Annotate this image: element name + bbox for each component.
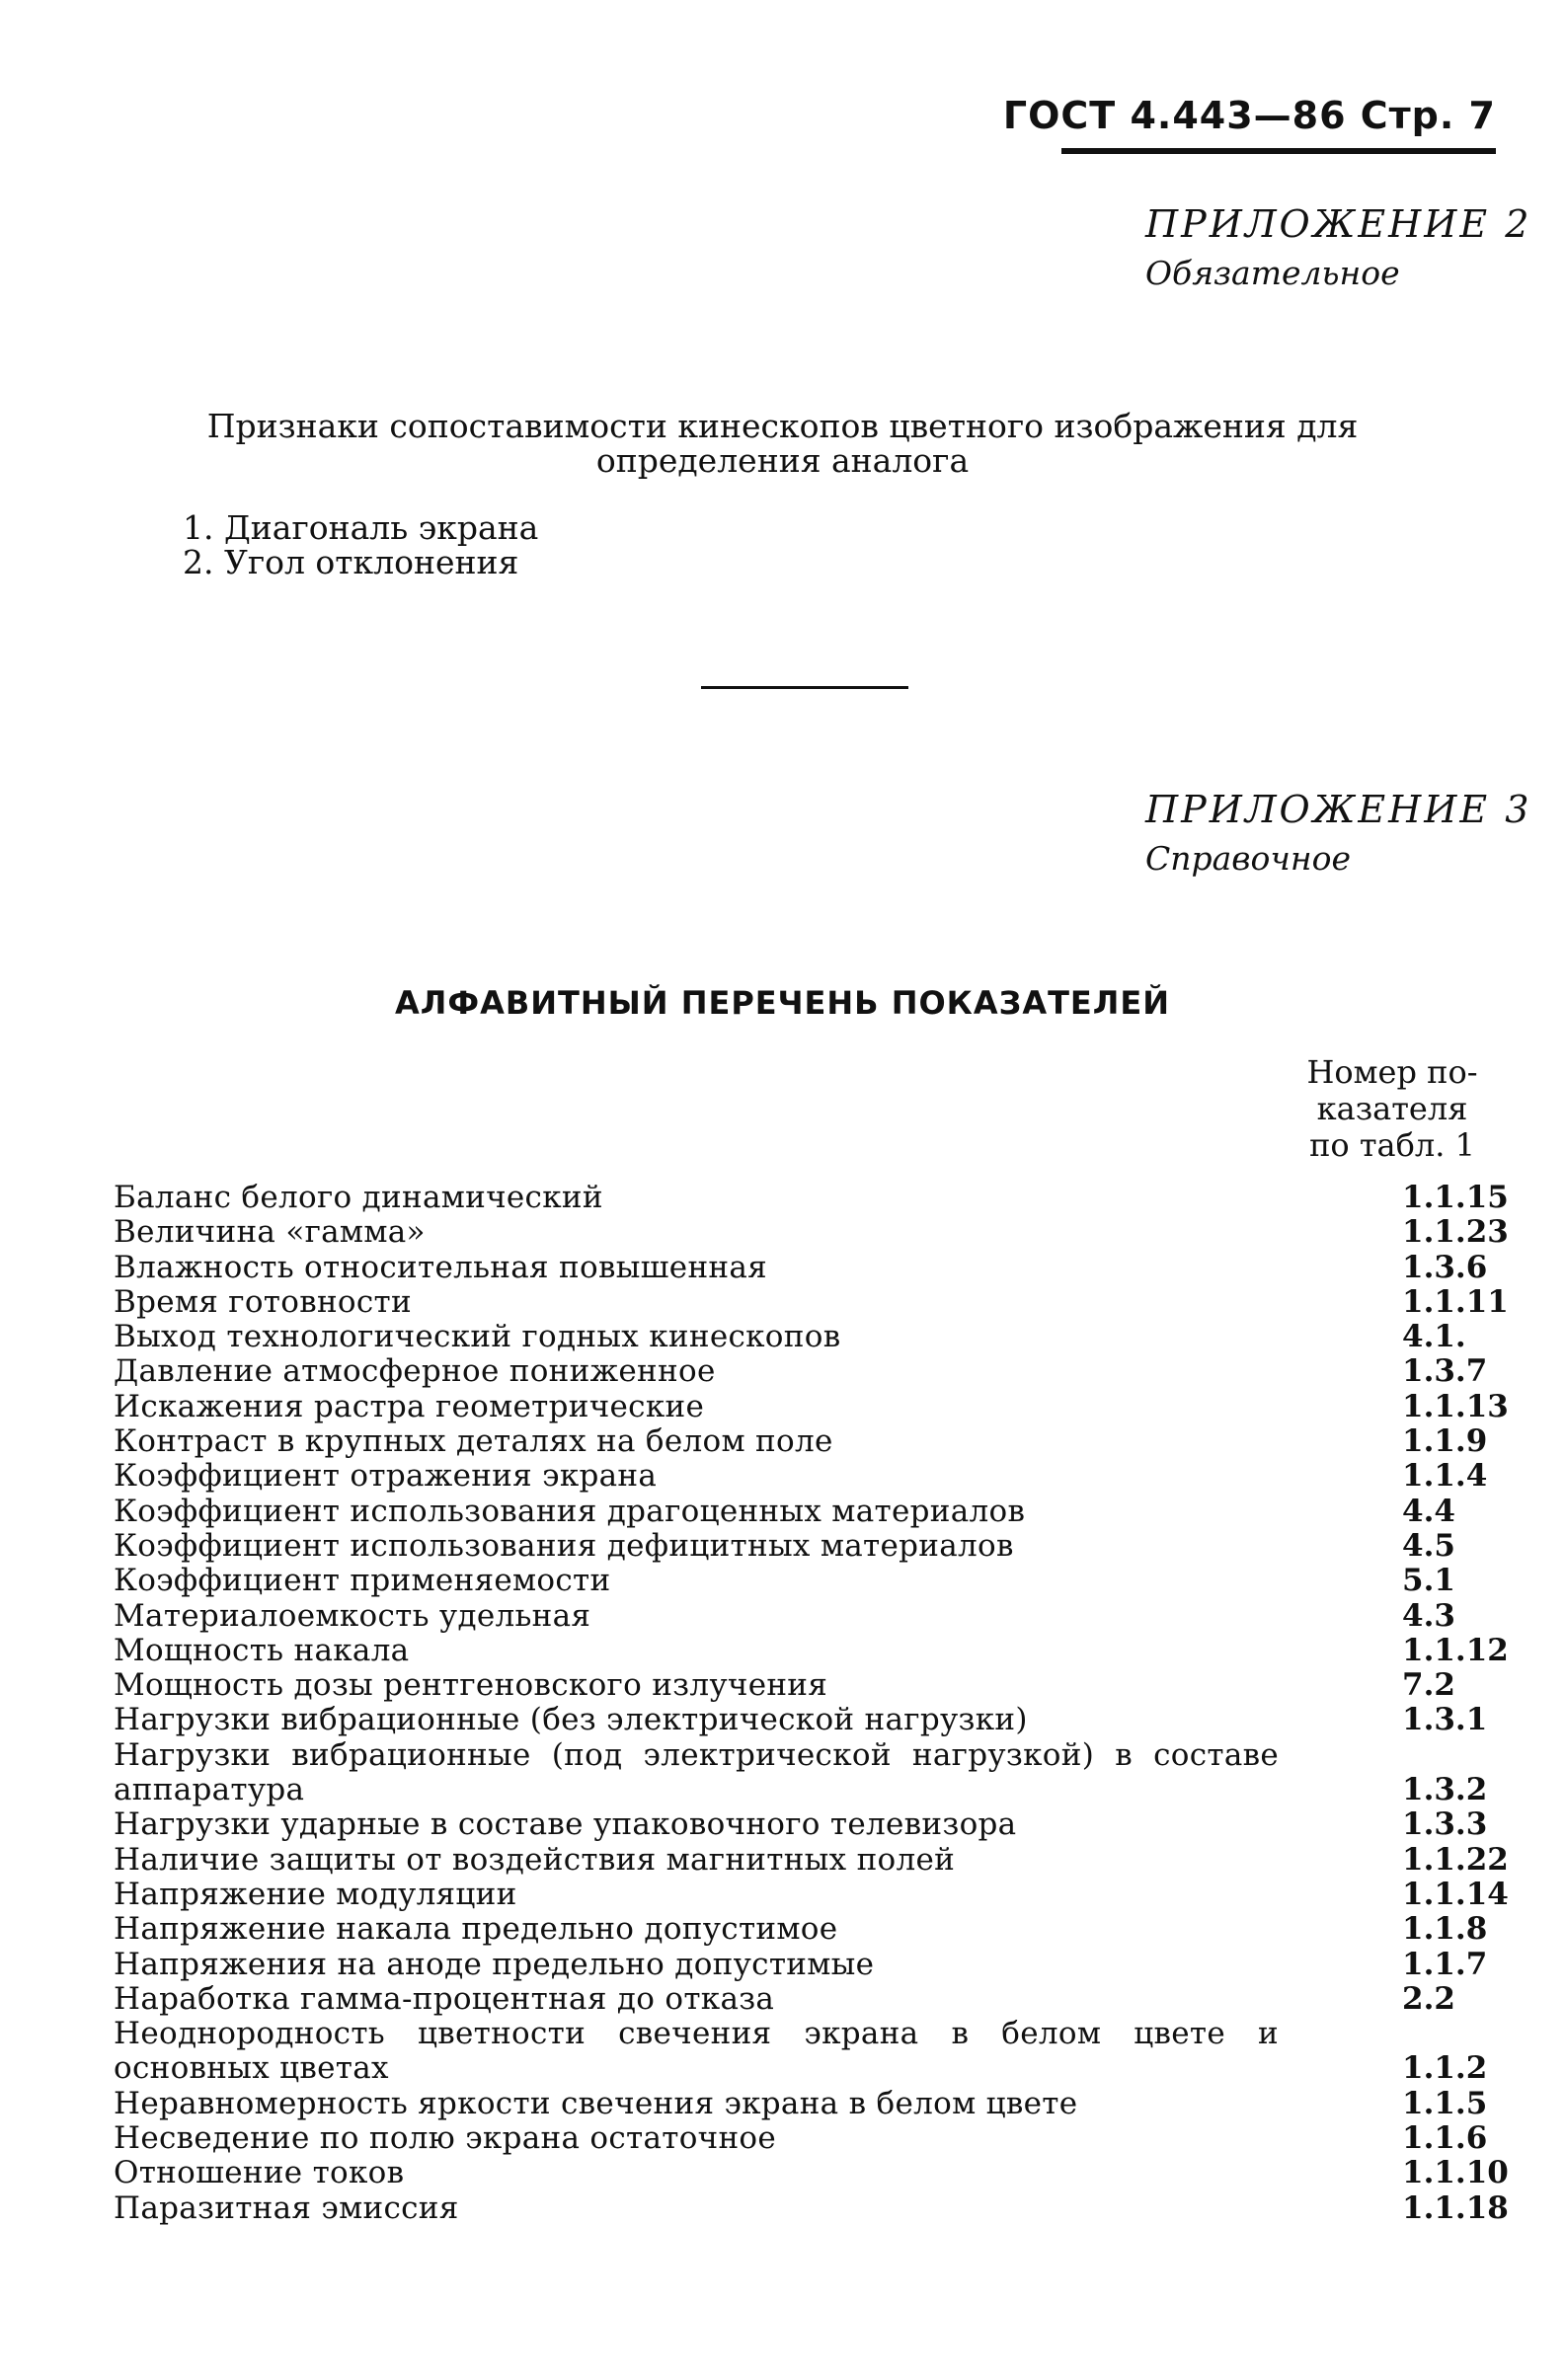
table-row [114,1982,1501,2017]
index-term: Нагрузки вибрационные (под электрической нагрузкой) в составе аппаратура [114,1736,1279,1808]
index-term: Коэффициент отражения экрана [114,1458,658,1495]
index-term: Отношение токов [114,2155,405,2191]
index-term: Наработка гамма-процентная до отказа [114,1980,775,2017]
table-row [114,2121,1501,2156]
index-number: 1.1.9 [1402,1423,1488,1460]
header-rule [1061,148,1496,154]
table-row [114,1424,1501,1459]
index-table [114,1180,1509,2226]
index-term: Коэффициент использования драгоценных материалов [114,1493,1026,1529]
index-number: 5.1 [1402,1563,1455,1599]
index-number: 4.4 [1402,1493,1455,1529]
table-row [114,1251,1501,1285]
table-row [114,1529,1501,1564]
index-term: Мощность дозы рентгеновского излучения [114,1667,828,1704]
section-divider [701,686,908,689]
table-row [114,1841,1509,1878]
index-number: 1.1.7 [1402,1946,1488,1982]
table-row [114,1703,1501,1737]
index-term: Нагрузки ударные в составе упаковочного телевизора [114,1806,1017,1843]
index-heading: АЛФАВИТНЫЙ ПЕРЕЧЕНЬ ПОКАЗАТЕЛЕЙ [395,984,1170,1022]
table-row [114,1214,1509,1251]
index-number: 1.3.1 [1402,1702,1488,1738]
index-term: Коэффициент использования дефицитных материалов [114,1527,1014,1564]
index-number: 1.1.18 [1402,2189,1509,2226]
index-number: 1.1.13 [1402,1388,1509,1424]
table-row [114,1354,1501,1389]
index-term: Баланс белого динамический [114,1180,603,1215]
table-row [114,1632,1509,1668]
table-row [114,1320,1501,1354]
table-row [114,1876,1509,1912]
appendix-3-title: ПРИЛОЖЕНИЕ 3 [1145,788,1532,831]
list-item-2: 2. Угол отклонения [183,543,519,581]
index-number: 1.1.12 [1402,1632,1509,1668]
index-term: Неравномерность яркости свечения экрана в белом цвете [114,2085,1078,2121]
index-term: Напряжение модуляции [114,1876,517,1912]
index-number: 1.1.2 [1402,2050,1488,2087]
index-term: Время готовности [114,1283,412,1320]
index-term: Давление атмосферное пониженное [114,1353,716,1390]
table-row [114,1495,1501,1529]
index-number: 1.1.14 [1402,1876,1509,1912]
table-row [114,2189,1509,2226]
index-number: 4.1. [1402,1319,1466,1355]
appendix-2-subtitle: Обязательное [1145,254,1400,292]
column-header-line-3: по табл. 1 [1309,1126,1475,1164]
index-number: 4.3 [1402,1597,1455,1634]
list-item-1: 1. Диагональ экрана [183,508,539,547]
index-number: 1.1.5 [1402,2085,1488,2121]
appendix-2-title: ПРИЛОЖЕНИЕ 2 [1145,202,1532,246]
index-term: Контраст в крупных деталях на белом поле [114,1423,833,1460]
appendix-2-heading-line-1: Признаки сопоставимости кинескопов цветного изображения для [206,407,1359,445]
index-number: 1.1.23 [1402,1214,1509,1251]
index-number: 1.1.6 [1402,2120,1488,2157]
index-term: Выход технологический годных кинескопов [114,1319,841,1355]
column-header [1284,1054,1501,1164]
index-term: Искажения растра геометрические [114,1388,705,1424]
page-header: ГОСТ 4.443—86 Стр. 7 [1002,94,1496,137]
index-term: Величина «гамма» [114,1214,426,1251]
table-row [114,1283,1509,1320]
column-header-line-1: Номер по- [1306,1053,1478,1091]
index-number: 1.1.22 [1402,1841,1509,1878]
index-term: Нагрузки вибрационные (без электрической нагрузки) [114,1702,1028,1738]
table-row [114,1948,1501,1982]
table-row [114,1564,1501,1598]
index-number: 1.1.15 [1402,1180,1509,1215]
index-term: Паразитная эмиссия [114,2189,459,2226]
index-number: 1.1.10 [1402,2155,1509,2191]
index-term: Напряжения на аноде предельно допустимые [114,1946,875,1982]
index-term: Напряжение накала предельно допустимое [114,1911,838,1948]
index-number: 1.1.11 [1402,1283,1509,1320]
index-number: 7.2 [1402,1667,1455,1704]
table-row [114,1599,1501,1634]
table-row [114,2017,1501,2087]
index-term: Коэффициент применяемости [114,1563,611,1599]
index-term: Влажность относительная повышенная [114,1249,768,1285]
index-term: Материалоемкость удельная [114,1597,591,1634]
table-row [114,1807,1501,1842]
index-number: 1.3.7 [1402,1353,1488,1390]
table-row [114,2155,1509,2191]
table-row [114,1459,1501,1494]
column-header-line-2: казателя [1316,1090,1468,1127]
index-number: 1.3.6 [1402,1249,1488,1285]
index-number: 1.3.2 [1402,1772,1488,1808]
table-row [114,1912,1501,1947]
index-number: 2.2 [1402,1980,1455,2017]
table-row [114,1738,1501,1808]
index-term: Несведение по полю экрана остаточное [114,2120,777,2157]
table-row [114,1668,1501,1703]
appendix-3-subtitle: Справочное [1145,839,1352,878]
table-row [114,1180,1509,1215]
index-number: 1.1.8 [1402,1911,1488,1948]
index-term: Мощность накала [114,1632,410,1668]
table-row [114,1388,1509,1424]
index-number: 1.1.4 [1402,1458,1488,1495]
index-term: Неоднородность цветности свечения экрана в белом цвете и основных цветах [114,2016,1279,2087]
index-number: 4.5 [1402,1527,1455,1564]
appendix-2-heading-line-2: определения аналога [595,441,970,480]
index-number: 1.3.3 [1402,1806,1488,1843]
table-row [114,2087,1501,2121]
index-term: Наличие защиты от воздействия магнитных полей [114,1841,956,1878]
